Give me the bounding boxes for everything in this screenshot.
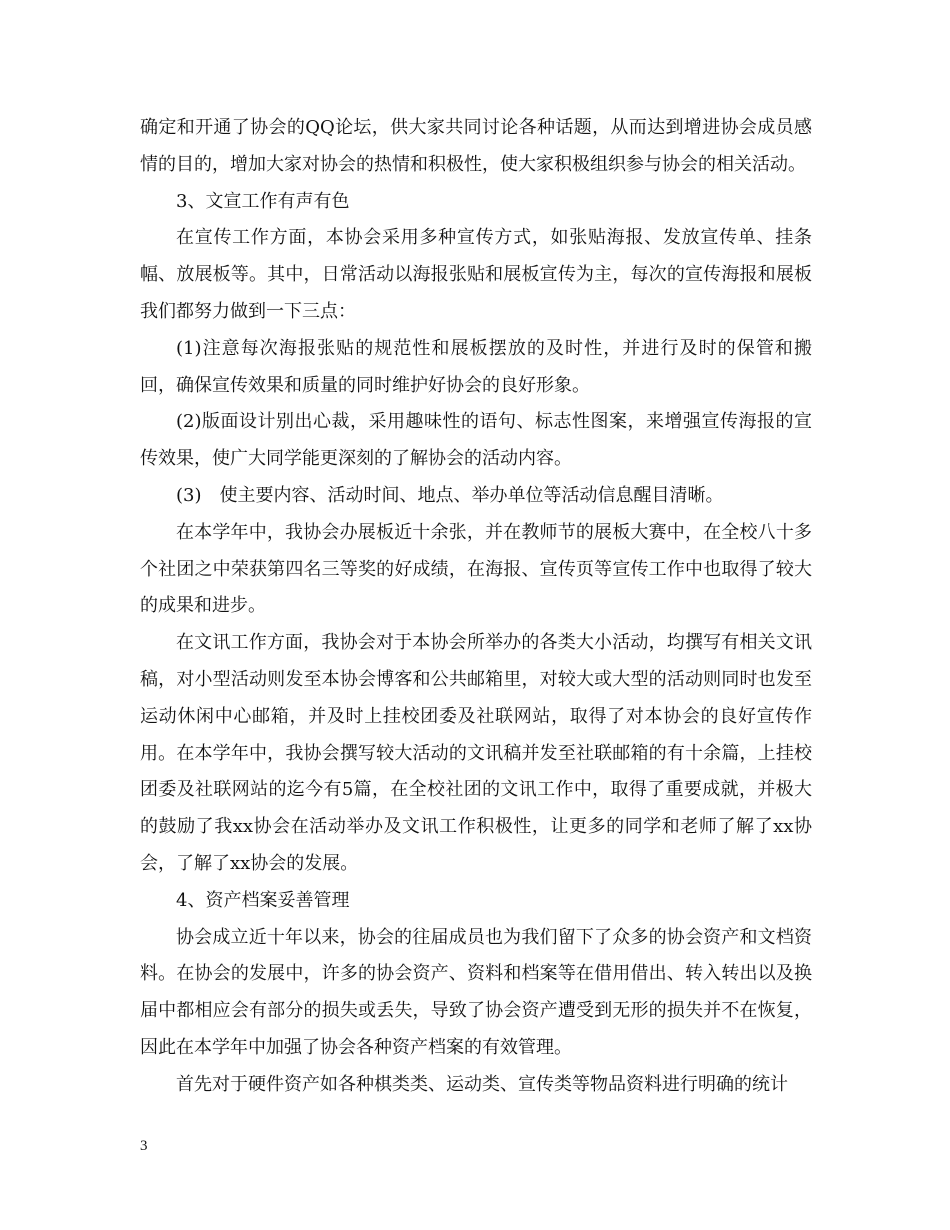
section-heading-assets: 4、资产档案妥善管理 (176, 889, 350, 911)
paragraph-exhibition-results: 在本学年中，我协会办展板近十余张，并在教师节的展板大赛中，在全校八十多个社团之中荣获第四名三等奖的好成绩，在海报、宣传页等宣传工作中也取得了较大的成果和进步。 (140, 521, 812, 617)
paragraph-news-work: 在文讯工作方面，我协会对于本协会所举办的各类大小活动，均撰写有相关文讯稿，对小型活动则发至本协会博客和公共邮箱里，对较大或大型的活动则同时也发至运动休闲中心邮箱，并及时上挂校团委及社联网站，取得了对本协会的良好宣传作用。在本学年中，我协会撰写较大活动的文讯稿并发至社联邮箱的有十余篇，上挂校团委及社联网站的迄今有5篇，在全校社团的文讯工作中，取得了重要成就，并极大的鼓励了我xx协会在活动举办及文讯工作积极性，让更多的同学和老师了解了xx协会，了解了xx协会的发展。 (140, 632, 812, 874)
paragraph-asset-history: 协会成立近十年以来，协会的往届成员也为我们留下了众多的协会资产和文档资料。在协会的发展中，许多的协会资产、资料和档案等在借用借出、转入转出以及换届中都相应会有部分的损失或丢失，导致了协会资产遭受到无形的损失并不在恢复，因此在本学年中加强了协会各种资产档案的有效管理。 (140, 926, 812, 1058)
paragraph-hardware-assets: 首先对于硬件资产如各种棋类类、运动类、宣传类等物品资料进行明确的统计 (176, 1073, 788, 1095)
page-number: 3 (140, 1138, 148, 1154)
body-text (140, 110, 812, 1104)
list-item-1: (1)注意每次海报张贴的规范性和展板摆放的及时性，并进行及时的保管和搬回，确保宣传效果和质量的同时维护好协会的良好形象。 (140, 337, 812, 396)
list-item-2: (2)版面设计别出心裁，采用趣味性的语句、标志性图案，来增强宣传海报的宣传效果，使广大同学能更深刻的了解协会的活动内容。 (140, 411, 812, 470)
paragraph-publicity-methods: 在宣传工作方面，本协会采用多种宣传方式，如张贴海报、发放宣传单、挂条幅、放展板等。其中，日常活动以海报张贴和展板宣传为主，每次的宣传海报和展板我们都努力做到一下三点： (140, 227, 812, 322)
list-item-3: (3) 使主要内容、活动时间、地点、举办单位等活动信息醒目清晰。 (176, 484, 724, 506)
paragraph-qq-forum: 确定和开通了协会的QQ论坛，供大家共同讨论各种话题，从而达到增进协会成员感情的目的，增加大家对协会的热情和积极性，使大家积极组织参与协会的相关活动。 (140, 117, 812, 175)
section-heading-publicity: 3、文宣工作有声有色 (176, 190, 350, 212)
